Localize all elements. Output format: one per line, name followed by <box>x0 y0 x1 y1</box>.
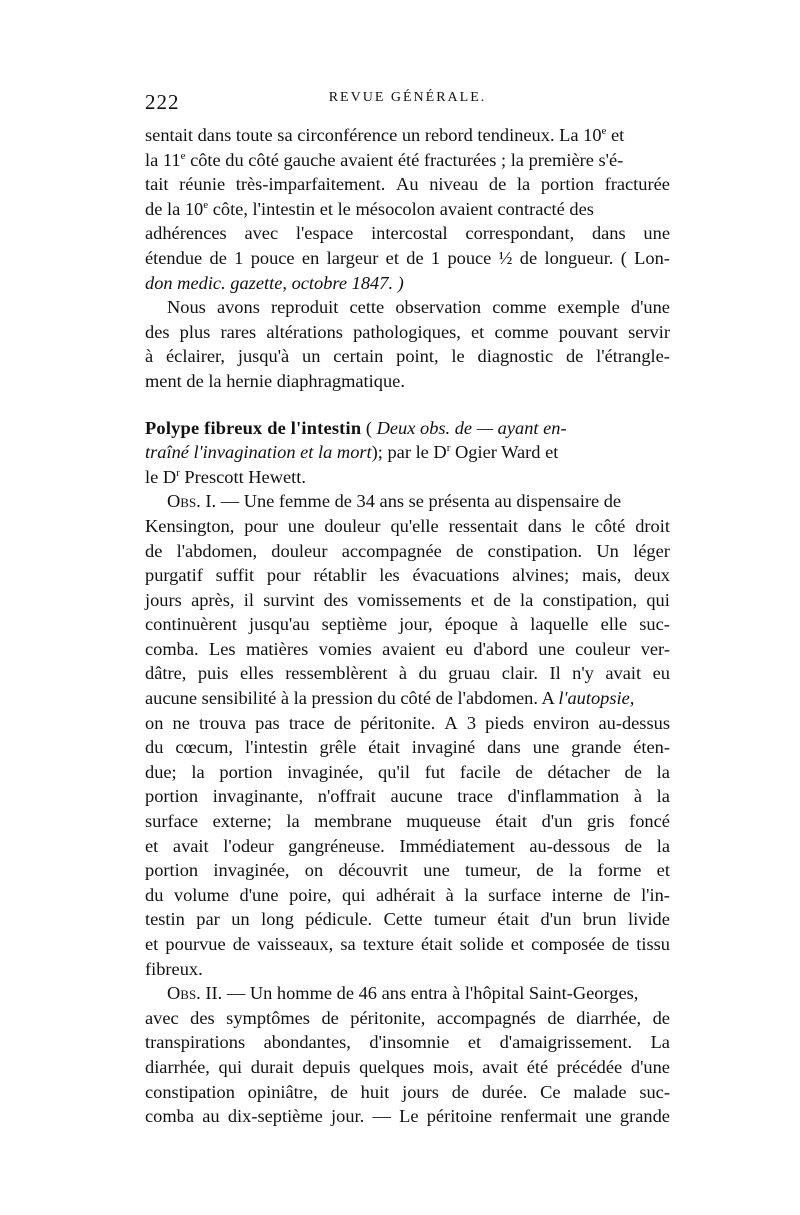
article-subtitle: Deux obs. de — ayant en- <box>376 417 567 438</box>
text-line: on ne trouva pas trace de péritonite. A 3 pieds environ au-dessus <box>145 712 670 733</box>
text-line: à éclairer, jusqu'à un certain point, le diagnostic de l'étrangle- <box>145 346 670 367</box>
text-line: purgatif suffit pour rétablir les évacuations alvines; mais, deux <box>145 565 670 586</box>
text-line: portion invaginée, on découvrit une tumeur, de la forme et <box>145 860 670 881</box>
observation-2 <box>145 981 670 1129</box>
text-line: continuèrent jusqu'au septième jour, époque à laquelle elle suc- <box>145 614 670 635</box>
text-line: traîné l'invagination et la mort); par le $D^r$ Ogier Ward et <box>145 442 559 463</box>
text-line: et pourvue de vaisseaux, sa texture était solide et composée de tissu <box>145 934 670 954</box>
text-line: le $D^r$ Prescott Hewett. <box>145 466 306 487</box>
text-line: constipation opiniâtre, de huit jours de durée. Ce malade suc- <box>145 1081 670 1102</box>
page-header <box>145 90 670 120</box>
comment-paragraph <box>145 295 670 393</box>
text-line: portion invaginante, n'offrait aucune trace d'inflammation à la <box>145 786 670 807</box>
article-heading <box>145 416 670 490</box>
text-line: don medic. gazette, octobre 1847. ) <box>145 272 404 293</box>
text-line: des plus rares altérations pathologiques, et comme pouvant servir <box>145 321 670 342</box>
text-line: étendue de 1 pouce en largeur et de 1 pouce ½ de longueur. ( Lon- <box>145 247 670 268</box>
text-line: testin par un long pédicule. Cette tumeur était d'un brun livide <box>145 909 670 930</box>
page-body <box>145 123 670 1129</box>
text-line: surface externe; la membrane muqueuse était d'un gris foncé <box>145 811 670 832</box>
text-line: comba au dix-septième jour. — Le péritoine renfermait une grande <box>145 1106 670 1127</box>
text-line: tait réunie très-imparfaitement. Au niveau de la portion fracturée <box>145 174 670 195</box>
observation-1 <box>145 489 670 981</box>
text-line: avec des symptômes de péritonite, accompagnés de diarrhée, de <box>145 1007 670 1028</box>
text-line: la 11e côte du côté gauche avaient été fracturées ; la première s'é- <box>145 149 624 170</box>
running-head: REVUE GÉNÉRALE. <box>328 90 487 105</box>
text-line: adhérences avec l'espace intercostal correspondant, dans une <box>145 223 670 244</box>
text-line: du cœcum, l'intestin grêle était invaginé dans une grande éten- <box>145 737 670 758</box>
text-line: due; la portion invaginée, qu'il fut facile de détacher de la <box>145 761 670 782</box>
text-line: Obs. I. — Une femme de 34 ans se présenta au dispensaire de <box>167 491 622 512</box>
obs-label: Obs. II. <box>167 983 223 1004</box>
text-line: du volume d'une poire, qui adhérait à la surface interne de l'in- <box>145 884 670 905</box>
text-line: jours après, il survint des vomissements et de la constipation, qui <box>145 589 670 610</box>
text-line: sentait dans toute sa circonférence un rebord tendineux. La 10e et <box>145 124 625 145</box>
article-title: Polype fibreux de l'intestin <box>145 417 362 438</box>
text-line: Polype fibreux de l'intestin ( Deux obs. de — ayant en- <box>145 417 567 438</box>
continuation-paragraph <box>145 123 670 295</box>
text-line: Kensington, pour une douleur qu'elle ressentait dans le côté droit <box>145 515 670 536</box>
text-line: Nous avons reproduit cette observation comme exemple d'une <box>167 297 670 318</box>
text-line: aucune sensibilité à la pression du côté de l'abdomen. A l'autopsie, <box>145 688 635 709</box>
obs-label: Obs. I. <box>167 491 217 512</box>
text-line: transpirations abondantes, d'insomnie et d'amaigrissement. La <box>145 1032 670 1053</box>
text-line: diarrhée, qui durait depuis quelques mois, avait été précédée d'une <box>145 1056 670 1077</box>
page-number: 222 <box>145 90 180 114</box>
text-line: comba. Les matières vomies avaient eu d'abord une couleur ver- <box>145 638 670 659</box>
text-line: et avait l'odeur gangréneuse. Immédiatement au-dessous de la <box>145 835 670 856</box>
text-line: de l'abdomen, douleur accompagnée de constipation. Un léger <box>145 540 670 561</box>
text-line: fibreux. <box>145 958 203 979</box>
text-line: de la 10e côte, l'intestin et le mésocolon avaient contracté des <box>145 198 594 219</box>
text-line: Obs. II. — Un homme de 46 ans entra à l'hôpital Saint-Georges, <box>167 983 639 1004</box>
text-line: dâtre, puis elles ressemblèrent à du gruau clair. Il n'y avait eu <box>145 663 670 684</box>
document-page <box>145 90 670 1129</box>
text-line: ment de la hernie diaphragmatique. <box>145 370 405 391</box>
